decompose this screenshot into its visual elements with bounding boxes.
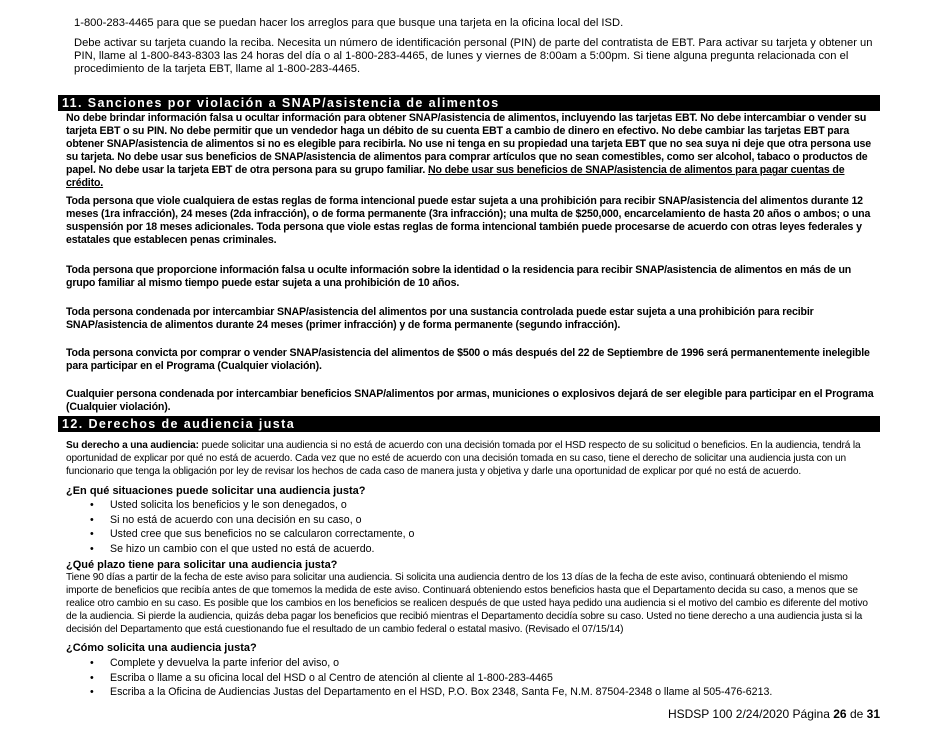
buy-sell-paragraph: Toda persona convicta por comprar o vender SNAP/asistencia del alimentos de $500 o más después del 22 de Septiembre de 1996 será permanentemente inelegible para participar en el Programa (Cualquier violación). <box>66 347 870 373</box>
page-number: 26 <box>833 707 847 721</box>
card-activation-paragraph: Debe activar su tarjeta cuando la reciba. Necesita un número de identificación personal (PIN) de parte del contratista de EBT. Para activar su tarjeta y obtener un PIN, llame al 1-800-843-8303 las 24 horas del día o al 1-800-283-4465, de lunes y viernes de 8:00am a 5:00pm. Si tiene alguna pregunta relacionada con el procedimiento de la tarjeta EBT, llame al 1-800-283-4465. <box>74 37 873 75</box>
section-12-heading: 12. Derechos de audiencia justa <box>58 416 880 432</box>
list-item: • Se hizo un cambio con el que usted no está de acuerdo. <box>66 542 876 557</box>
page-footer <box>668 707 880 721</box>
section-11-heading: 11. Sanciones por violación a SNAP/asistencia de alimentos <box>58 95 880 111</box>
hearing-right-paragraph <box>66 440 878 479</box>
rules-underlined-text: No debe usar sus beneficios de SNAP/asistencia de alimentos para pagar cuentas de crédito. <box>66 164 845 190</box>
list-item: • Escriba a la Oficina de Audiencias Justas del Departamento en el HSD, P.O. Box 2348, Santa Fe, N.M. 87504-2348 o llame al 505-476-6213. <box>66 685 876 700</box>
rules-text: No debe brindar información falsa u ocultar información para obtener SNAP/asistencia de alimentos, incluyendo las tarjetas EBT. No debe intercambiar o vender su tarjeta EBT o su PIN. No debe permitir que un vendedor haga un débito de su cuenta EBT a cambio de dinero en efectivo. No debe cambiar las tarjetas EBT para obtener SNAP/asistencia de alimentos si no es elegible para recibirla. No use ni tenga en su propiedad una tarjeta EBT que no sea suya ni deje que otra persona use su tarjeta. No debe usar sus beneficios de SNAP/asistencia de alimentos para comprar artículos que no sean comestibles, como ser alcohol, tabaco o productos de papel. No debe usar la tarjeta EBT de otra persona para su grupo familiar. <box>66 112 872 177</box>
list-item: • Usted cree que sus beneficios no se calcularon correctamente, o <box>66 527 876 542</box>
false-info-paragraph: Toda persona que proporcione información falsa u oculte información sobre la identidad o la residencia para recibir SNAP/asistencia de alimentos en más de un grupo familiar al mismo tiempo puede estar sujeta a una prohibición de 10 años. <box>66 264 852 290</box>
section-11-rules-paragraph <box>66 112 876 191</box>
weapons-paragraph: Cualquier persona condenada por intercambiar beneficios SNAP/alimentos por armas, municiones o explosivos dejará de ser elegible para participar en el Programa (Cualquier violación). <box>66 388 874 414</box>
controlled-substance-paragraph: Toda persona condenada por intercambiar SNAP/asistencia del alimentos por una sustancia controlada puede estar sujeta a una prohibición para recibir SNAP/asistencia de alimentos durante 24 meses (primer infracción) y de forma permanente (segundo infracción). <box>66 306 814 332</box>
penalties-paragraph: Toda persona que viole cualquiera de estas reglas de forma intencional puede estar sujeta a una prohibición para recibir SNAP/asistencia del alimentos durante 12 meses (1ra infracción), 24 meses (2da infracción), o de forma permanente (3ra infracción); una multa de $250,000, encarcelamiento de hasta 20 años o ambos; o una suspensión por 18 meses adicionales. Toda persona que viole estas reglas de forma intencional también puede procesarse de acuerdo con otras leyes federales y estatales que establecen penas criminales. <box>66 195 871 247</box>
when-list <box>66 498 876 556</box>
page-word: Página <box>792 707 830 721</box>
list-item: • Complete y devuelva la parte inferior del aviso, o <box>66 656 876 671</box>
hearing-right-label: Su derecho a una audiencia: <box>66 440 199 451</box>
deadline-paragraph: Tiene 90 días a partir de la fecha de este aviso para solicitar una audiencia. Si solicita una audiencia dentro de los 13 días de la fecha de este aviso, continuará obteniendo el mismo importe de beneficios que recibía antes de que tomemos la medida de este aviso. Continuará obteniendo estos beneficios hasta que el Departamento decida su caso, a menos que se realice otro cambio en su caso. Es posible que los cambios en los beneficios se realicen después de que usted haya pedido una audiencia si el motivo del cambio es diferente del motivo de la audiencia. Si pierde la audiencia, quizás deba pagar los beneficios que recibió mientras el Departamento decidía sobre su caso. Usted no tiene derecho a una audiencia justa si la decisión del Departamento que está cuestionando fue el resultado de un cambio federal o estatal masivo. (Revisado el 07/15/14) <box>66 572 868 635</box>
top-text-line: 1-800-283-4465 para que se puedan hacer los arreglos para que busque una tarjeta en la oficina local del ISD. <box>74 17 624 29</box>
question-deadline-heading: ¿Qué plazo tiene para solicitar una audiencia justa? <box>66 559 338 571</box>
how-list <box>66 656 876 700</box>
form-id: HSDSP 100 2/24/2020 <box>667 707 790 721</box>
question-when-heading: ¿En qué situaciones puede solicitar una audiencia justa? <box>66 485 366 497</box>
list-item: • Escriba o llame a su oficina local del HSD o al Centro de atención al cliente al 1-800-283-4465 <box>66 671 876 686</box>
question-how-heading: ¿Cómo solicita una audiencia justa? <box>66 642 257 654</box>
of-word: de <box>849 707 864 721</box>
hearing-right-text: puede solicitar una audiencia si no está de acuerdo con una decisión tomada por el HSD respecto de su solicitud o beneficios. En la audiencia, tendrá la oportunidad de explicar por qué no está de acuerdo. Cada vez que no esté de acuerdo con una decisión tomada en su caso, tiene el derecho de solicitar una audiencia justa con un funcionario que tenga la obligación por ley de revisar los hechos de cada caso de manera justa y objetiva y darle una oportunidad de explicar por qué no está de acuerdo. <box>66 440 861 477</box>
list-item: • Usted solicita los beneficios y le son denegados, o <box>66 498 876 513</box>
list-item: • Si no está de acuerdo con una decisión en su caso, o <box>66 513 876 528</box>
page-total: 31 <box>866 707 880 721</box>
